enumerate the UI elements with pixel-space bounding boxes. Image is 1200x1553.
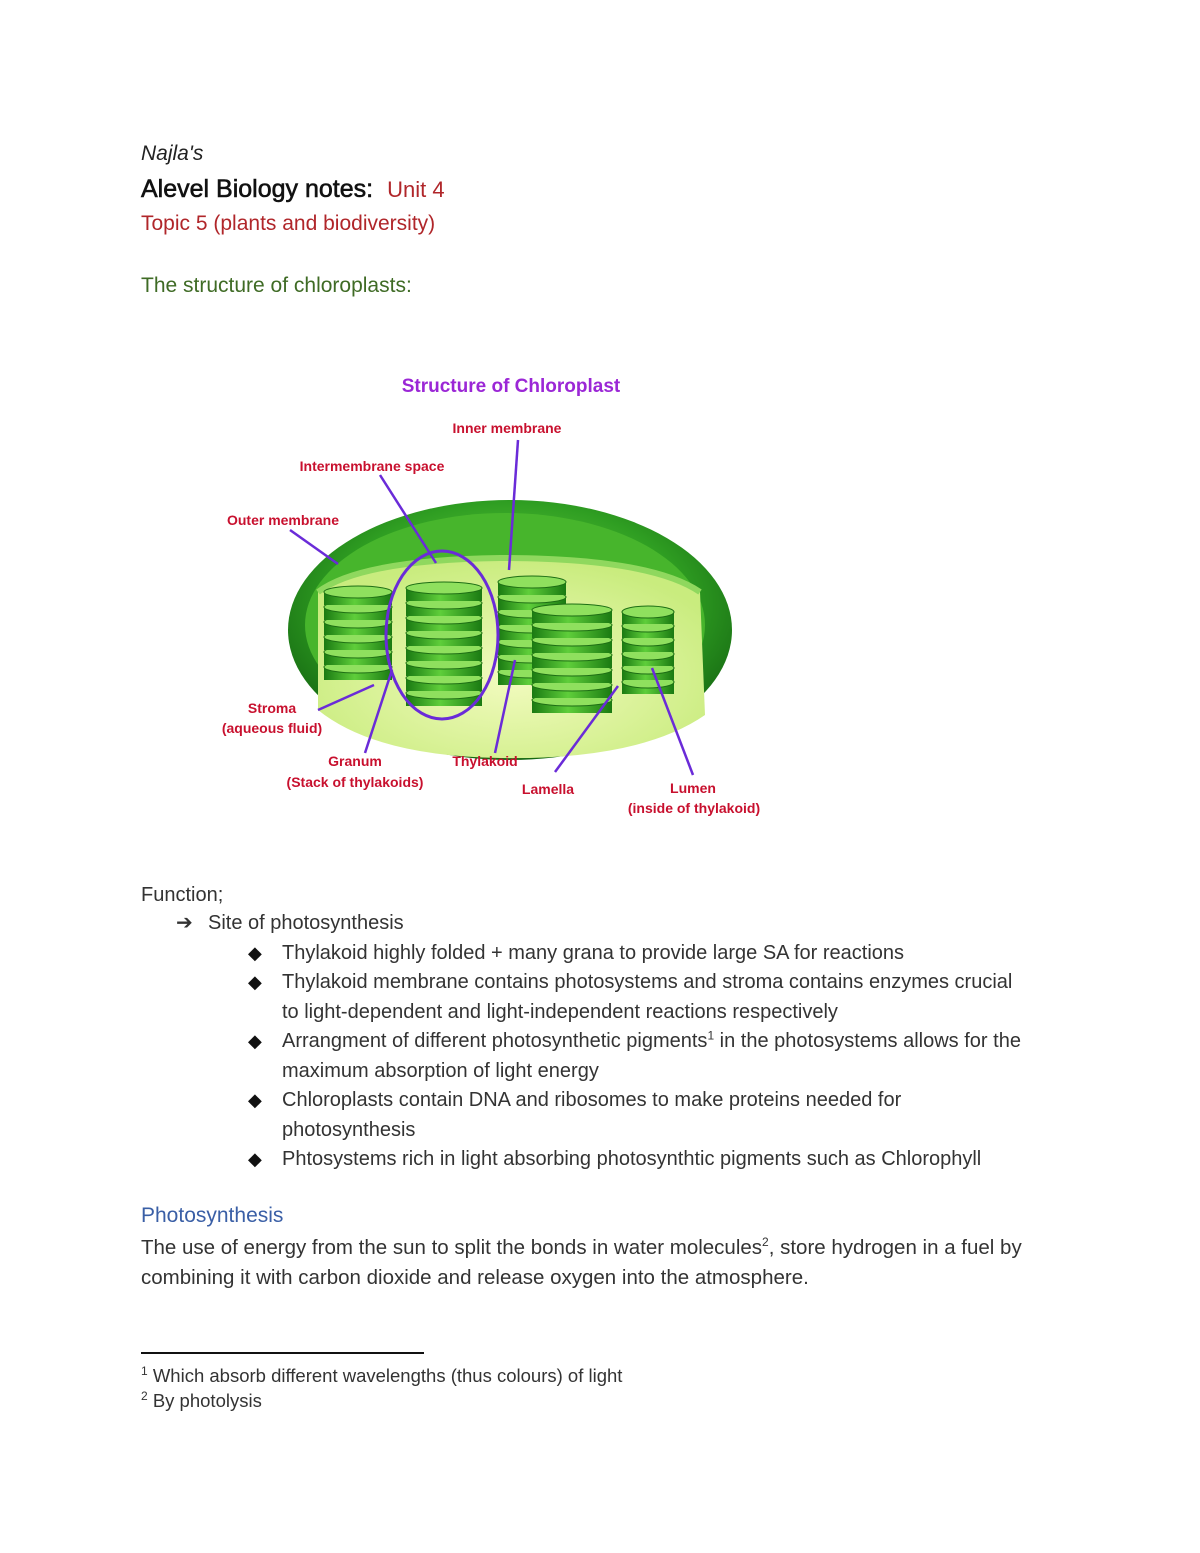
footnote-number: 2 [141,1388,148,1403]
granum-right [622,606,674,694]
label-intermembrane-space: Intermembrane space [299,458,445,474]
bullet-item [248,1027,1068,1086]
footnote-text: By photolysis [147,1390,262,1411]
bullet-item [248,968,1068,1027]
unit-label: Unit 4 [387,177,445,202]
bullet-text: Thylakoid highly folded + many grana to provide large SA for reactions [282,942,905,964]
thylakoid-disc-top [532,604,612,616]
figure-title: Structure of Chloroplast [401,376,621,397]
granum-left [324,586,392,680]
bullet-item [248,1086,1068,1145]
label-stroma-note: (aqueous fluid) [221,720,323,736]
diamond-bullet-icon: ◆ [248,1090,262,1110]
bullet-text: Thylakoid membrane contains photosystems and stroma contains enzymes crucial to light-dependent and light-independent reactions respectively [282,971,1013,1023]
diamond-bullet-icon: ◆ [248,1031,262,1051]
chloroplast-diagram [200,360,790,830]
label-lamella: Lamella [521,781,575,797]
label-inner-membrane: Inner membrane [452,420,562,436]
label-thylakoid: Thylakoid [452,753,518,769]
granum-center [406,582,482,706]
photosynthesis-heading: Photosynthesis [141,1204,284,1227]
footnote-text: Which absorb different wavelengths (thus colours) of light [147,1365,623,1386]
label-stroma: Stroma [247,700,297,716]
section-heading: The structure of chloroplasts: [141,274,412,297]
bullet-text: Phtosystems rich in light absorbing photosynthtic pigments such as Chlorophyll [282,1148,982,1170]
footnote-number: 1 [141,1363,148,1378]
paragraph-text-a: The use of energy from the sun to split the bonds in water molecules [141,1236,763,1259]
label-lumen-note: (inside of thylakoid) [627,800,761,816]
bullet-text [282,1027,1057,1086]
arrow-bullet-icon: ➔ [176,912,193,934]
function-heading: Function; [141,884,224,906]
bullet-item [248,939,1068,969]
granum-front [532,604,612,713]
title-text: Alevel Biology notes: [141,175,374,203]
main-point-text: Site of photosynthesis [208,912,404,934]
thylakoid-disc-top [406,582,482,594]
footnote-ref-1[interactable]: 1 [707,1028,715,1043]
thylakoid-disc-top [622,606,674,618]
diamond-bullet-icon: ◆ [248,943,262,963]
bullet-item [248,1145,1068,1175]
function-main-point [176,909,404,939]
label-granum-note: (Stack of thylakoids) [286,774,424,790]
pointer-outer-membrane [290,530,338,564]
footnote-ref-2[interactable]: 2 [762,1235,769,1250]
document-title [141,175,445,204]
bullet-text-b: in the photosystems allows for the maximum absorption of light energy [282,1030,1021,1082]
bullet-text: Chloroplasts contain DNA and ribosomes to make proteins needed for photosynthesis [282,1089,902,1141]
bullet-text-a: Arrangment of different photosynthetic pigments [282,1030,708,1052]
footnote-divider [141,1352,424,1354]
label-granum: Granum [328,753,382,769]
diamond-bullet-icon: ◆ [248,972,262,992]
topic-heading: Topic 5 (plants and biodiversity) [141,212,436,235]
author-name: Najla's [141,142,204,165]
label-lumen: Lumen [670,780,716,796]
thylakoid-disc-top [498,576,566,588]
thylakoid-disc-top [324,586,392,598]
diamond-bullet-icon: ◆ [248,1149,262,1169]
paragraph-text-b: , store hydrogen in a fuel by combining it with carbon dioxide and release oxygen into the atmosphere. [141,1236,1022,1289]
footnote-1 [141,1365,622,1387]
footnote-2 [141,1390,262,1412]
label-outer-membrane: Outer membrane [226,512,340,528]
photosynthesis-paragraph [141,1233,1071,1292]
